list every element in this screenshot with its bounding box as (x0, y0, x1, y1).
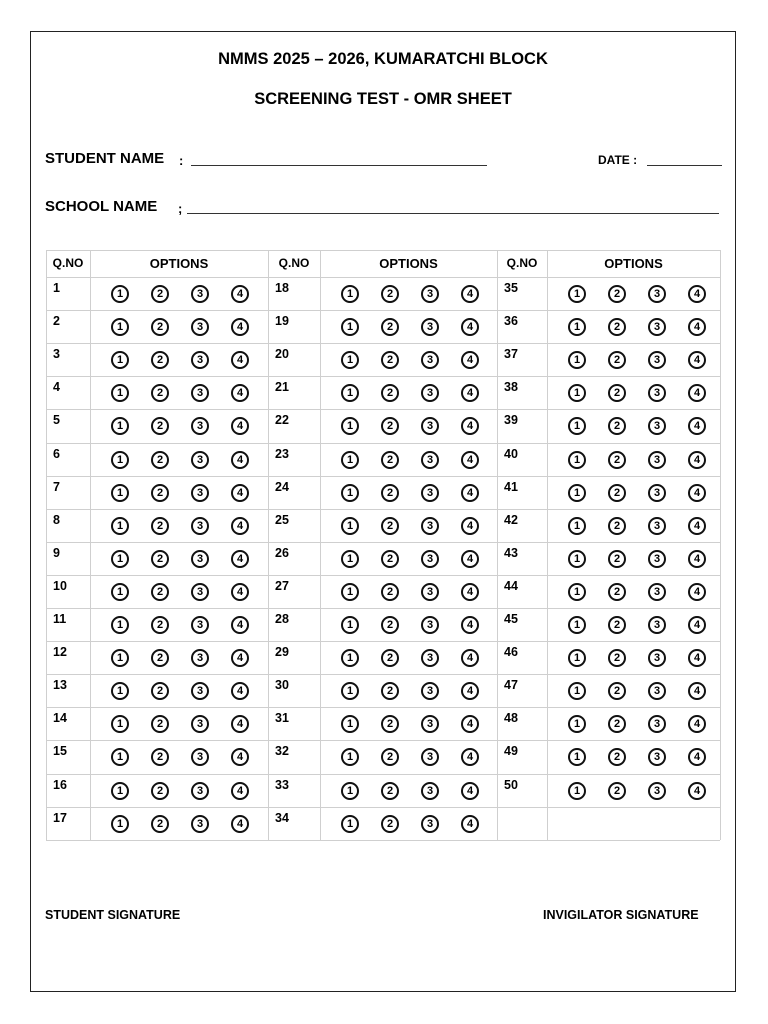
options-header: OPTIONS (379, 256, 438, 271)
sheet-title: NMMS 2025 – 2026, KUMARATCHI BLOCK (218, 50, 548, 68)
option-bubble-4[interactable]: 4 (231, 484, 249, 502)
grid-line (46, 476, 720, 477)
option-bubble-1[interactable]: 1 (111, 318, 129, 336)
options-header: OPTIONS (149, 256, 209, 271)
grid-line (46, 774, 720, 775)
question-number: 26 (275, 545, 289, 560)
option-bubble-4[interactable]: 4 (688, 782, 706, 800)
question-number: 39 (504, 413, 518, 428)
option-bubble-2[interactable]: 2 (608, 616, 626, 634)
grid-line (46, 376, 720, 377)
question-number: 38 (504, 380, 518, 395)
option-bubble-4[interactable]: 4 (231, 748, 249, 766)
option-bubble-3[interactable]: 3 (191, 517, 209, 535)
option-bubble-1[interactable]: 1 (341, 285, 359, 303)
question-number: 6 (53, 446, 60, 461)
question-number: 33 (275, 777, 289, 792)
option-bubble-1[interactable]: 1 (341, 351, 359, 369)
option-bubble-3[interactable]: 3 (191, 815, 209, 833)
option-bubble-1[interactable]: 1 (341, 318, 359, 336)
option-bubble-2[interactable]: 2 (381, 649, 399, 667)
question-number: 10 (53, 578, 67, 593)
grid-line (46, 575, 720, 576)
option-bubble-4[interactable]: 4 (461, 682, 479, 700)
option-bubble-4[interactable]: 4 (461, 384, 479, 402)
question-number: 34 (275, 810, 289, 825)
option-bubble-1[interactable]: 1 (111, 583, 129, 601)
option-bubble-2[interactable]: 2 (608, 649, 626, 667)
question-number: 15 (53, 744, 67, 759)
question-number: 19 (275, 314, 289, 329)
option-bubble-3[interactable]: 3 (421, 815, 439, 833)
question-number: 23 (275, 446, 289, 461)
question-number: 47 (504, 678, 518, 693)
option-bubble-1[interactable]: 1 (568, 583, 586, 601)
question-number: 20 (275, 347, 289, 362)
question-number: 8 (53, 512, 60, 527)
question-number: 46 (504, 645, 518, 660)
grid-line (46, 807, 720, 808)
option-bubble-1[interactable]: 1 (568, 384, 586, 402)
question-number: 1 (53, 281, 60, 295)
question-number: 36 (504, 314, 518, 329)
question-number: 7 (53, 479, 60, 494)
grid-line (46, 840, 720, 841)
grid-line (46, 409, 720, 410)
option-bubble-4[interactable]: 4 (688, 451, 706, 469)
grid-line (720, 250, 721, 840)
option-bubble-3[interactable]: 3 (648, 285, 666, 303)
question-number: 41 (504, 479, 518, 494)
option-bubble-3[interactable]: 3 (648, 484, 666, 502)
grid-line (46, 509, 720, 510)
option-bubble-2[interactable]: 2 (151, 285, 169, 303)
question-number: 14 (53, 711, 67, 726)
option-bubble-2[interactable]: 2 (151, 715, 169, 733)
option-bubble-3[interactable]: 3 (648, 682, 666, 700)
option-bubble-3[interactable]: 3 (648, 583, 666, 601)
question-number: 29 (275, 645, 289, 660)
option-bubble-1[interactable]: 1 (568, 417, 586, 435)
option-bubble-4[interactable]: 4 (231, 649, 249, 667)
option-bubble-1[interactable]: 1 (341, 649, 359, 667)
question-number: 35 (504, 281, 518, 295)
option-bubble-3[interactable]: 3 (421, 384, 439, 402)
option-bubble-1[interactable]: 1 (111, 517, 129, 535)
option-bubble-4[interactable]: 4 (688, 351, 706, 369)
question-number: 28 (275, 612, 289, 626)
option-bubble-2[interactable]: 2 (151, 517, 169, 535)
question-number: 32 (275, 744, 289, 759)
grid-line (46, 443, 720, 444)
option-bubble-3[interactable]: 3 (191, 715, 209, 733)
grid-line (46, 740, 720, 741)
option-bubble-2[interactable]: 2 (608, 517, 626, 535)
option-bubble-1[interactable]: 1 (111, 351, 129, 369)
option-bubble-1[interactable]: 1 (111, 451, 129, 469)
question-number: 5 (53, 413, 60, 428)
option-bubble-4[interactable]: 4 (688, 748, 706, 766)
question-number: 17 (53, 810, 67, 825)
question-number: 40 (504, 446, 518, 461)
option-bubble-3[interactable]: 3 (191, 318, 209, 336)
option-bubble-2[interactable]: 2 (381, 285, 399, 303)
option-bubble-3[interactable]: 3 (191, 417, 209, 435)
option-bubble-2[interactable]: 2 (608, 682, 626, 700)
option-bubble-3[interactable]: 3 (191, 782, 209, 800)
student-signature-label: STUDENT SIGNATURE (45, 908, 181, 922)
option-bubble-1[interactable]: 1 (341, 451, 359, 469)
option-bubble-4[interactable]: 4 (461, 351, 479, 369)
option-bubble-4[interactable]: 4 (461, 815, 479, 833)
option-bubble-4[interactable]: 4 (461, 517, 479, 535)
grid-line (46, 641, 720, 642)
option-bubble-3[interactable]: 3 (648, 517, 666, 535)
option-bubble-3[interactable]: 3 (421, 417, 439, 435)
option-bubble-4[interactable]: 4 (231, 318, 249, 336)
grid-line (46, 277, 720, 278)
option-bubble-1[interactable]: 1 (111, 782, 129, 800)
option-bubble-2[interactable]: 2 (151, 682, 169, 700)
option-bubble-4[interactable]: 4 (461, 550, 479, 568)
grid-line (46, 608, 720, 609)
option-bubble-3[interactable]: 3 (648, 782, 666, 800)
question-number: 9 (53, 545, 60, 560)
question-number: 31 (275, 711, 289, 726)
option-bubble-3[interactable]: 3 (648, 649, 666, 667)
option-bubble-1[interactable]: 1 (341, 782, 359, 800)
option-bubble-2[interactable]: 2 (608, 748, 626, 766)
option-bubble-1[interactable]: 1 (341, 815, 359, 833)
sheet-subtitle: SCREENING TEST - OMR SHEET (254, 90, 512, 108)
option-bubble-4[interactable]: 4 (688, 550, 706, 568)
option-bubble-3[interactable]: 3 (648, 417, 666, 435)
option-bubble-4[interactable]: 4 (461, 417, 479, 435)
option-bubble-1[interactable]: 1 (111, 285, 129, 303)
option-bubble-2[interactable]: 2 (608, 782, 626, 800)
option-bubble-2[interactable]: 2 (381, 815, 399, 833)
option-bubble-4[interactable]: 4 (688, 583, 706, 601)
school-name-separator: ; (178, 201, 183, 216)
option-bubble-1[interactable]: 1 (341, 550, 359, 568)
grid-line (46, 343, 720, 344)
option-bubble-3[interactable]: 3 (421, 517, 439, 535)
option-bubble-2[interactable]: 2 (151, 583, 169, 601)
option-bubble-2[interactable]: 2 (151, 351, 169, 369)
option-bubble-1[interactable]: 1 (568, 748, 586, 766)
option-bubble-4[interactable]: 4 (461, 318, 479, 336)
option-bubble-1[interactable]: 1 (341, 484, 359, 502)
option-bubble-1[interactable]: 1 (111, 649, 129, 667)
option-bubble-1[interactable]: 1 (568, 451, 586, 469)
option-bubble-1[interactable]: 1 (111, 715, 129, 733)
option-bubble-1[interactable]: 1 (111, 550, 129, 568)
option-bubble-3[interactable]: 3 (421, 583, 439, 601)
option-bubble-3[interactable]: 3 (421, 748, 439, 766)
question-number: 16 (53, 777, 67, 792)
question-number: 43 (504, 545, 518, 560)
option-bubble-2[interactable]: 2 (381, 616, 399, 634)
option-bubble-4[interactable]: 4 (688, 285, 706, 303)
option-bubble-4[interactable]: 4 (461, 285, 479, 303)
grid-line (497, 250, 498, 840)
option-bubble-4[interactable]: 4 (231, 417, 249, 435)
option-bubble-1[interactable]: 1 (341, 517, 359, 535)
option-bubble-1[interactable]: 1 (111, 682, 129, 700)
option-bubble-1[interactable]: 1 (568, 318, 586, 336)
option-bubble-4[interactable]: 4 (688, 715, 706, 733)
school-name-line[interactable] (187, 213, 719, 214)
option-bubble-3[interactable]: 3 (648, 318, 666, 336)
option-bubble-2[interactable]: 2 (381, 748, 399, 766)
qno-header: Q.NO (506, 256, 538, 270)
option-bubble-1[interactable]: 1 (568, 649, 586, 667)
option-bubble-3[interactable]: 3 (191, 748, 209, 766)
option-bubble-4[interactable]: 4 (231, 682, 249, 700)
option-bubble-4[interactable]: 4 (231, 517, 249, 535)
option-bubble-3[interactable]: 3 (191, 351, 209, 369)
option-bubble-2[interactable]: 2 (381, 384, 399, 402)
question-number: 48 (504, 711, 518, 726)
question-number: 37 (504, 347, 518, 362)
option-bubble-4[interactable]: 4 (688, 517, 706, 535)
option-bubble-4[interactable]: 4 (231, 451, 249, 469)
option-bubble-2[interactable]: 2 (151, 748, 169, 766)
option-bubble-3[interactable]: 3 (191, 649, 209, 667)
option-bubble-2[interactable]: 2 (381, 351, 399, 369)
option-bubble-3[interactable]: 3 (648, 715, 666, 733)
option-bubble-3[interactable]: 3 (648, 451, 666, 469)
option-bubble-1[interactable]: 1 (111, 748, 129, 766)
option-bubble-1[interactable]: 1 (341, 616, 359, 634)
option-bubble-3[interactable]: 3 (421, 649, 439, 667)
grid-line (547, 250, 548, 840)
option-bubble-1[interactable]: 1 (568, 682, 586, 700)
invigilator-signature-label: INVIGILATOR SIGNATURE (543, 908, 699, 922)
option-bubble-4[interactable]: 4 (688, 384, 706, 402)
student-name-separator: : (179, 153, 184, 168)
grid-line (46, 250, 720, 251)
option-bubble-2[interactable]: 2 (608, 285, 626, 303)
option-bubble-1[interactable]: 1 (568, 484, 586, 502)
option-bubble-4[interactable]: 4 (461, 616, 479, 634)
option-bubble-2[interactable]: 2 (151, 484, 169, 502)
option-bubble-4[interactable]: 4 (461, 451, 479, 469)
option-bubble-4[interactable]: 4 (688, 616, 706, 634)
option-bubble-2[interactable]: 2 (381, 583, 399, 601)
option-bubble-2[interactable]: 2 (608, 351, 626, 369)
grid-line (268, 250, 269, 840)
date-line[interactable] (647, 165, 722, 166)
option-bubble-3[interactable]: 3 (421, 451, 439, 469)
school-name-label: SCHOOL NAME (45, 198, 158, 215)
option-bubble-1[interactable]: 1 (111, 417, 129, 435)
option-bubble-2[interactable]: 2 (381, 715, 399, 733)
option-bubble-2[interactable]: 2 (151, 616, 169, 634)
option-bubble-1[interactable]: 1 (568, 517, 586, 535)
option-bubble-2[interactable]: 2 (381, 451, 399, 469)
option-bubble-1[interactable]: 1 (568, 550, 586, 568)
question-number: 27 (275, 578, 289, 593)
option-bubble-3[interactable]: 3 (421, 550, 439, 568)
question-number: 24 (275, 479, 289, 494)
option-bubble-2[interactable]: 2 (608, 451, 626, 469)
option-bubble-2[interactable]: 2 (381, 484, 399, 502)
question-number: 45 (504, 612, 518, 626)
option-bubble-4[interactable]: 4 (461, 748, 479, 766)
option-bubble-1[interactable]: 1 (341, 682, 359, 700)
qno-header: Q.NO (278, 256, 310, 270)
option-bubble-2[interactable]: 2 (381, 517, 399, 535)
question-number: 44 (504, 578, 518, 593)
option-bubble-3[interactable]: 3 (421, 351, 439, 369)
question-number: 18 (275, 281, 289, 295)
option-bubble-3[interactable]: 3 (421, 682, 439, 700)
question-number: 3 (53, 347, 60, 362)
option-bubble-2[interactable]: 2 (608, 318, 626, 336)
option-bubble-2[interactable]: 2 (381, 318, 399, 336)
option-bubble-1[interactable]: 1 (341, 384, 359, 402)
option-bubble-4[interactable]: 4 (231, 285, 249, 303)
option-bubble-2[interactable]: 2 (151, 782, 169, 800)
grid-line (46, 542, 720, 543)
question-number: 11 (53, 612, 67, 626)
option-bubble-2[interactable]: 2 (608, 417, 626, 435)
option-bubble-2[interactable]: 2 (151, 649, 169, 667)
option-bubble-4[interactable]: 4 (461, 715, 479, 733)
grid-line (46, 250, 47, 840)
option-bubble-4[interactable]: 4 (231, 583, 249, 601)
option-bubble-3[interactable]: 3 (191, 550, 209, 568)
option-bubble-4[interactable]: 4 (231, 550, 249, 568)
option-bubble-3[interactable]: 3 (191, 484, 209, 502)
qno-header: Q.NO (52, 256, 84, 270)
option-bubble-1[interactable]: 1 (568, 782, 586, 800)
question-number: 30 (275, 678, 289, 693)
option-bubble-3[interactable]: 3 (191, 682, 209, 700)
question-number: 12 (53, 645, 67, 660)
option-bubble-3[interactable]: 3 (421, 782, 439, 800)
option-bubble-1[interactable]: 1 (111, 484, 129, 502)
question-number: 4 (53, 380, 60, 395)
option-bubble-2[interactable]: 2 (381, 417, 399, 435)
option-bubble-4[interactable]: 4 (231, 815, 249, 833)
option-bubble-3[interactable]: 3 (648, 748, 666, 766)
option-bubble-3[interactable]: 3 (648, 384, 666, 402)
option-bubble-3[interactable]: 3 (648, 616, 666, 634)
question-number: 50 (504, 777, 518, 792)
option-bubble-3[interactable]: 3 (421, 616, 439, 634)
option-bubble-2[interactable]: 2 (151, 417, 169, 435)
option-bubble-1[interactable]: 1 (341, 715, 359, 733)
option-bubble-4[interactable]: 4 (231, 351, 249, 369)
grid-line (46, 310, 720, 311)
student-name-line[interactable] (191, 165, 487, 166)
date-label: DATE : (598, 153, 638, 167)
option-bubble-2[interactable]: 2 (608, 484, 626, 502)
option-bubble-3[interactable]: 3 (421, 318, 439, 336)
option-bubble-2[interactable]: 2 (151, 815, 169, 833)
option-bubble-3[interactable]: 3 (191, 384, 209, 402)
option-bubble-2[interactable]: 2 (608, 550, 626, 568)
option-bubble-3[interactable]: 3 (648, 351, 666, 369)
option-bubble-3[interactable]: 3 (421, 484, 439, 502)
option-bubble-1[interactable]: 1 (568, 285, 586, 303)
option-bubble-4[interactable]: 4 (231, 384, 249, 402)
option-bubble-3[interactable]: 3 (191, 451, 209, 469)
option-bubble-3[interactable]: 3 (191, 616, 209, 634)
option-bubble-3[interactable]: 3 (648, 550, 666, 568)
question-number: 2 (53, 314, 60, 329)
option-bubble-1[interactable]: 1 (568, 616, 586, 634)
option-bubble-2[interactable]: 2 (151, 384, 169, 402)
option-bubble-1[interactable]: 1 (341, 417, 359, 435)
omr-sheet (30, 31, 736, 992)
option-bubble-2[interactable]: 2 (151, 451, 169, 469)
student-name-label: STUDENT NAME (45, 150, 165, 167)
option-bubble-4[interactable]: 4 (231, 782, 249, 800)
question-number: 42 (504, 512, 518, 527)
option-bubble-3[interactable]: 3 (421, 285, 439, 303)
option-bubble-4[interactable]: 4 (461, 583, 479, 601)
option-bubble-4[interactable]: 4 (688, 417, 706, 435)
option-bubble-1[interactable]: 1 (568, 715, 586, 733)
question-number: 22 (275, 413, 289, 428)
option-bubble-2[interactable]: 2 (608, 715, 626, 733)
option-bubble-1[interactable]: 1 (341, 583, 359, 601)
option-bubble-4[interactable]: 4 (688, 649, 706, 667)
option-bubble-4[interactable]: 4 (688, 682, 706, 700)
option-bubble-1[interactable]: 1 (341, 748, 359, 766)
option-bubble-4[interactable]: 4 (688, 318, 706, 336)
option-bubble-2[interactable]: 2 (608, 583, 626, 601)
option-bubble-3[interactable]: 3 (191, 583, 209, 601)
option-bubble-2[interactable]: 2 (381, 550, 399, 568)
option-bubble-3[interactable]: 3 (191, 285, 209, 303)
grid-line (320, 250, 321, 840)
option-bubble-4[interactable]: 4 (688, 484, 706, 502)
question-number: 25 (275, 512, 289, 527)
option-bubble-2[interactable]: 2 (151, 550, 169, 568)
option-bubble-1[interactable]: 1 (111, 384, 129, 402)
option-bubble-2[interactable]: 2 (608, 384, 626, 402)
question-number: 21 (275, 380, 289, 395)
grid-line (46, 674, 720, 675)
options-header: OPTIONS (604, 256, 663, 271)
option-bubble-4[interactable]: 4 (231, 715, 249, 733)
option-bubble-2[interactable]: 2 (381, 782, 399, 800)
option-bubble-4[interactable]: 4 (461, 484, 479, 502)
option-bubble-2[interactable]: 2 (381, 682, 399, 700)
grid-line (90, 250, 91, 840)
option-bubble-4[interactable]: 4 (231, 616, 249, 634)
option-bubble-1[interactable]: 1 (111, 815, 129, 833)
option-bubble-4[interactable]: 4 (461, 782, 479, 800)
question-number: 13 (53, 678, 67, 693)
question-number: 49 (504, 744, 518, 759)
option-bubble-3[interactable]: 3 (421, 715, 439, 733)
option-bubble-1[interactable]: 1 (111, 616, 129, 634)
option-bubble-2[interactable]: 2 (151, 318, 169, 336)
grid-line (46, 707, 720, 708)
option-bubble-4[interactable]: 4 (461, 649, 479, 667)
option-bubble-1[interactable]: 1 (568, 351, 586, 369)
